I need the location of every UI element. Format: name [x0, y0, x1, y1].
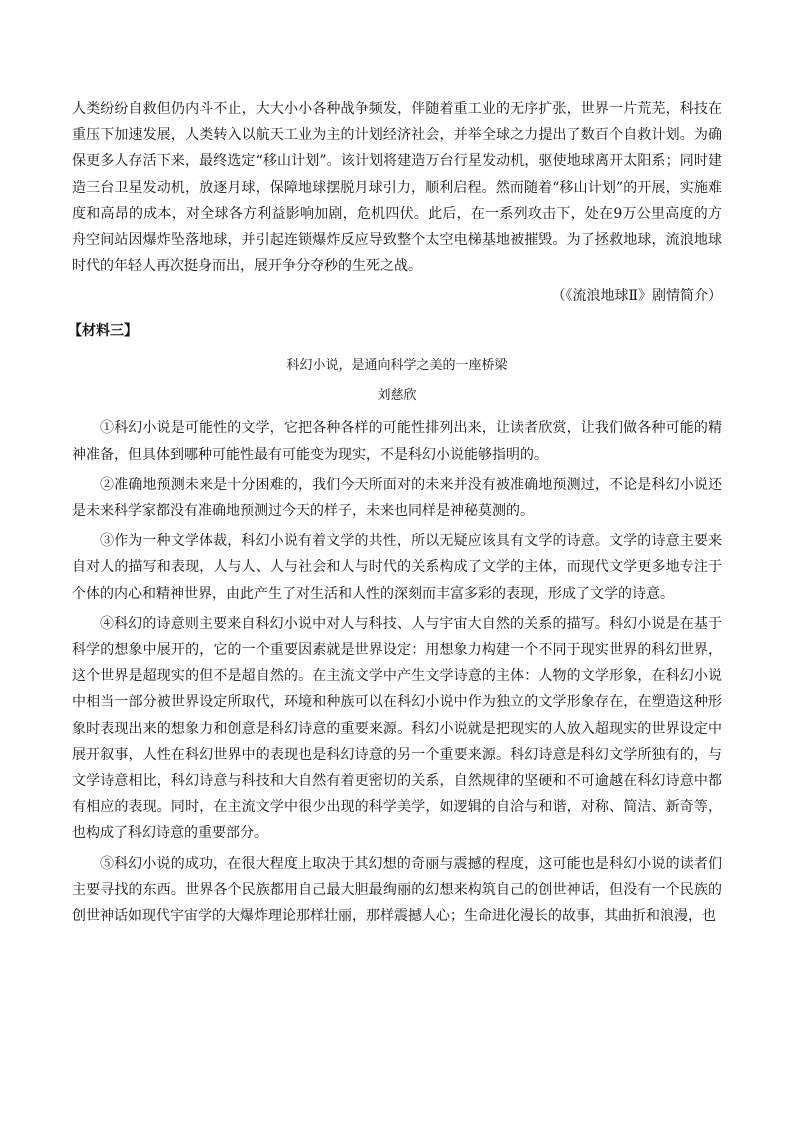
article-paragraph-2: ②准确地预测未来是十分困难的，我们今天所面对的未来并没有被准确地预测过，不论是科幻小说还是未来科学家都没有准确地预测过今天的样子，未来也同样是神秘莫测的。 — [72, 476, 722, 520]
article-author: 刘慈欣 — [377, 388, 417, 404]
article-paragraph-4: ④科幻的诗意则主要来自科幻小说中对人与科技、人与宇宙大自然的关系的描写。科幻小说是在基于科学的想象中展开的，它的一个重要因素就是世界设定：用想象力构建一个不同于现实世界的科幻世界，这个世界是超现实的但不是超自然的。在主流文学中产生文学诗意的主体：人物的文学形象，在科幻小说中相当一部分被世界设定所取代，环境和种族可以在科幻小说中作为独立的文学形象存在，在塑造这种形象时表现出来的想象力和创意是科幻诗意的重要来源。科幻小说就是把现实的人放入超现实的世界设定中展开叙事，人性在科幻世界中的表现也是科幻诗意的另一个重要来源。科幻诗意是科幻文学所独有的，与文学诗意相比，科幻诗意与科技和大自然有着更密切的关系，自然规律的坚硬和不可逾越在科幻诗意中都有相应的表现。同时，在主流文学中很少出现的科学美学，如逻辑的自洽与和谐，对称、简洁、新奇等，也构成了科幻诗意的重要部分。 — [72, 615, 722, 842]
article-paragraph-5: ⑤科幻小说的成功，在很大程度上取决于其幻想的奇丽与震撼的程度，这可能也是科幻小说的读者们主要寻找的东西。世界各个民族都用自己最大胆最绚丽的幻想来构筑自己的创世神话，但没有一个民族的创世神话如现代宇宙学的大爆炸理论那样壮丽，那样震撼人心；生命进化漫长的故事，其曲折和浪漫，也 — [72, 855, 722, 925]
source-citation: （《流浪地球Ⅱ》剧情简介） — [551, 288, 722, 305]
material-heading: 【材料三】 — [68, 323, 138, 340]
article-title: 科幻小说，是通向科学之美的一座桥梁 — [286, 358, 508, 374]
intro-paragraph: 人类纷纷自救但仍内斗不止，大大小小各种战争频发，伴随着重工业的无序扩张，世界一片荒芜，科技在重压下加速发展，人类转入以航天工业为主的计划经济社会，并举全球之力提出了数百个自救计划。为确保更多人存活下来，最终选定“移山计划”。该计划将建造万台行星发动机，驱使地球离开太阳系；同时建造三台卫星发动机，放逐月球，保障地球摆脱月球引力，顺利启程。然而随着“移山计划”的开展，实施难度和高昂的成本，对全球各方利益影响加剧，危机四伏。此后，在一系列攻击下，处在9万公里高度的方舟空间站因爆炸坠落地球，并引起连锁爆炸反应导致整个太空电梯基地被摧毁。为了拯救地球，流浪地球时代的年轻人再次挺身而出，展开争分夺秒的生死之战。 — [72, 101, 722, 275]
document-page — [68, 96, 722, 929]
article-paragraph-3: ③作为一种文学体裁，科幻小说有着文学的共性，所以无疑应该具有文学的诗意。文学的诗意主要来自对人的描写和表现，人与人、人与社会和人与时代的关系构成了文学的主体，而现代文学更多地专注于个体的内心和精神世界，由此产生了对生活和人性的深刻而丰富多彩的表现，形成了文学的诗意。 — [72, 533, 722, 602]
article — [72, 351, 722, 929]
article-paragraph-1: ①科幻小说是可能性的文学，它把各种各样的可能性排列出来，让读者欣赏，让我们做各种可能的精神准备，但具体到哪种可能性最有可能变为现实，不是科幻小说能够指明的。 — [72, 420, 722, 463]
